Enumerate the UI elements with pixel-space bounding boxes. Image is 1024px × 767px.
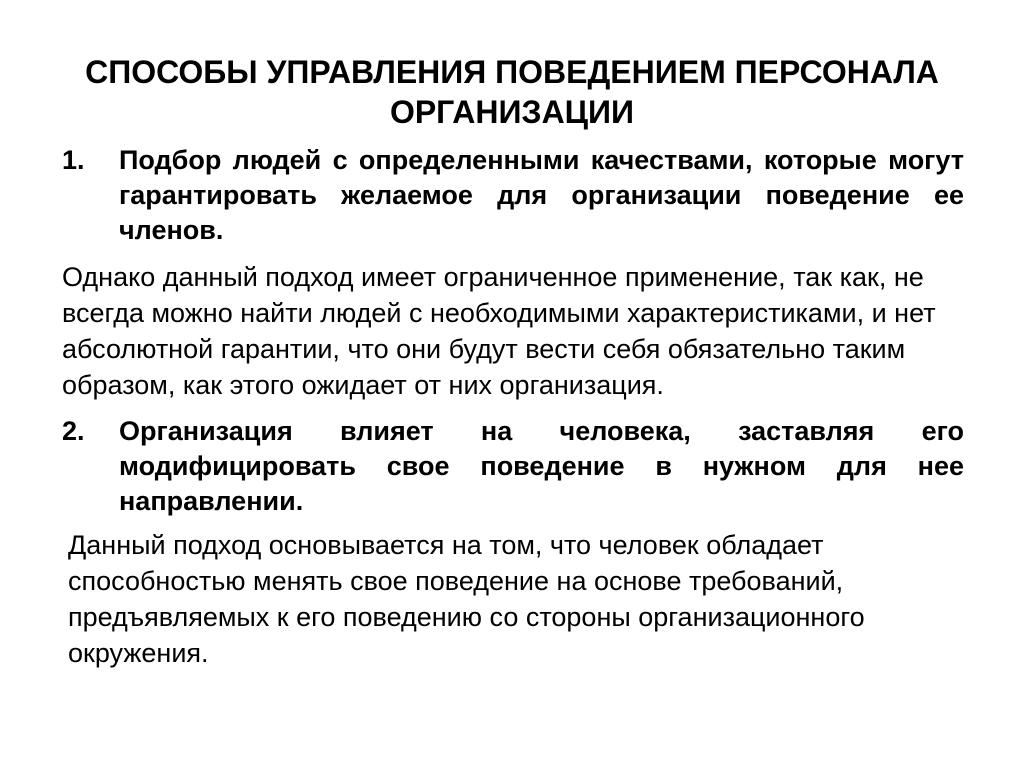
list-item-1 (62, 143, 964, 248)
list-item-2 (62, 414, 964, 519)
paragraph-1: Однако данный подход имеет ограниченное применение, так как, не всегда можно найти людей с необходимыми характеристиками, и нет абсолютной гарантии, что они будут вести себя обязательно таким образом, как этого ожидает от них организация. (62, 262, 936, 400)
list-item-text: Подбор людей с определенными качествами, которые могут гарантировать желаемое для организации поведение ее членов. (119, 145, 964, 245)
list-item-number: 2. (62, 416, 85, 446)
slide-title: СПОСОБЫ УПРАВЛЕНИЯ ПОВЕДЕНИЕМ ПЕРСОНАЛА ОРГАНИЗАЦИИ (85, 54, 939, 130)
list-item-number: 1. (62, 145, 85, 175)
list-item-text: Организация влияет на человека, заставляя его модифицировать свое поведение в нужном для нее направлении. (119, 416, 964, 516)
paragraph-2: Данный подход основывается на том, что человек обладает способностью менять свое поведение на основе требований, предъявляемых к его поведению со стороны организационного окружения. (68, 530, 865, 668)
slide-content (62, 143, 964, 671)
